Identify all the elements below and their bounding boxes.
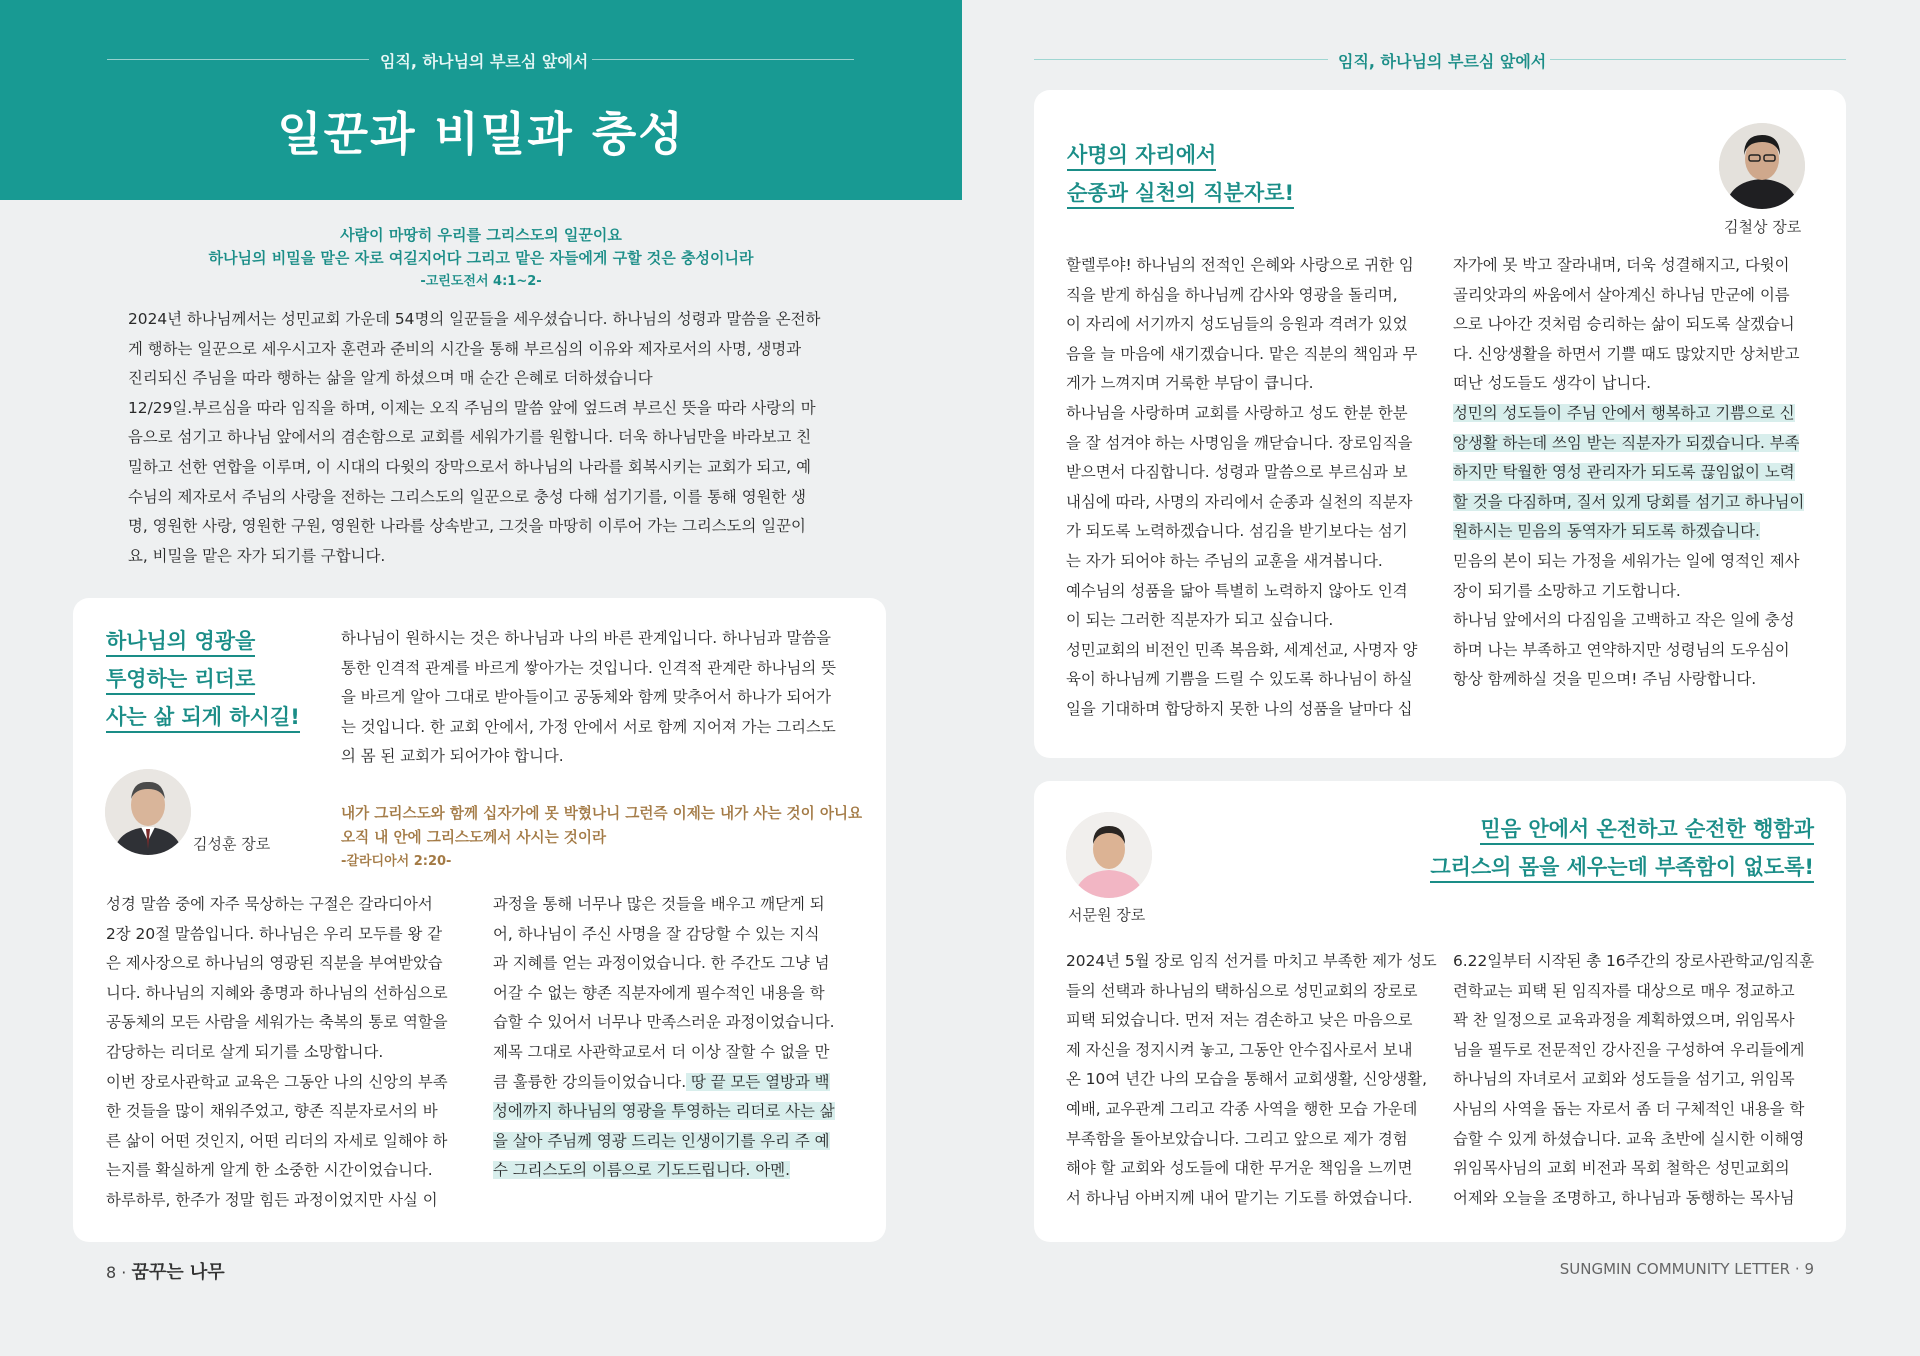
text-line: 일을 기대하며 합당하지 못한 나의 성품을 날마다 십 bbox=[1066, 699, 1413, 718]
heading-line: 투영하는 리더로 bbox=[106, 667, 255, 695]
highlighted-text: 성민의 성도들이 주님 안에서 행복하고 기쁨으로 신 bbox=[1453, 403, 1795, 422]
text-line: 골리앗과의 싸움에서 살아계신 하나님 만군에 이름 bbox=[1453, 285, 1790, 304]
text-line: 항상 함께하실 것을 믿으며! 주님 사랑합니다. bbox=[1453, 670, 1757, 689]
text-line: 부족함을 돌아보았습니다. 그리고 앞으로 제가 경험 bbox=[1066, 1129, 1408, 1148]
card-column-1 bbox=[106, 890, 448, 1216]
divider-left bbox=[107, 59, 369, 60]
card-intro-text bbox=[341, 624, 836, 772]
author-name: 김철상 장로 bbox=[1724, 218, 1802, 236]
portrait-image bbox=[1066, 812, 1152, 898]
text-line: 감당하는 리더로 살게 되기를 소망합니다. bbox=[106, 1042, 384, 1061]
text-line: 음을 늘 마음에 새기겠습니다. 맡은 직분의 책임과 무 bbox=[1066, 344, 1418, 363]
highlighted-text: 을 살아 주님께 영광 드리는 인생이기를 우리 주 예 bbox=[493, 1131, 830, 1150]
text-line: 님을 필두로 전문적인 강사진을 구성하여 우리들에게 bbox=[1453, 1040, 1805, 1059]
text-line: 는지를 확실하게 알게 한 소중한 시간이었습니다. bbox=[106, 1161, 433, 1180]
heading-line: 그리스의 몸을 세우는데 부족함이 없도록! bbox=[1430, 855, 1814, 883]
text-line: 진리되신 주님을 따라 행하는 삶을 알게 하셨으며 매 순간 은혜로 더하셨습니다 bbox=[128, 369, 653, 388]
page-number: 9 bbox=[1804, 1260, 1814, 1278]
portrait-image bbox=[1719, 123, 1805, 209]
text-line: 을 바르게 알아 그대로 받아들이고 공동체와 함께 맞추어서 하나가 되어가 bbox=[341, 688, 832, 707]
card-column-2 bbox=[493, 890, 835, 1186]
card-heading bbox=[1430, 810, 1814, 886]
text-line bbox=[1453, 488, 1804, 518]
text-line: 습할 수 있게 하셨습니다. 교육 초반에 실시한 이해영 bbox=[1453, 1129, 1805, 1148]
text-line: 은 제사장으로 하나님의 영광된 직분을 부여받았습 bbox=[106, 954, 443, 973]
text-line bbox=[1453, 458, 1804, 488]
text-line: 12/29일.부르심을 따라 임직을 하며, 이제는 오직 주님의 말씀 앞에 엎드려 부르신 뜻을 따라 사랑의 마 bbox=[128, 398, 816, 417]
text-line: 음으로 섬기고 하나님 앞에서의 겸손함으로 교회를 세워가기를 원합니다. 더욱 하나님만을 바라보고 친 bbox=[128, 428, 812, 447]
card-heading bbox=[106, 622, 300, 736]
text-line: 명, 영원한 사랑, 영원한 구원, 영원한 나라를 상속받고, 그것을 마땅히 이루어 가는 그리스도의 일꾼이 bbox=[128, 517, 806, 536]
magazine-logo: 꿈꾸는 나무 bbox=[131, 1262, 225, 1283]
verse-line: 내가 그리스도와 함께 십자가에 못 박혔나니 그런즉 이제는 내가 사는 것이 아니요 bbox=[341, 805, 863, 822]
text-line: 과정을 통해 너무나 많은 것들을 배우고 깨닫게 되 bbox=[493, 895, 825, 913]
text-line: 어제와 오늘을 조명하고, 하나님과 동행하는 목사님 bbox=[1453, 1188, 1795, 1207]
intro-text bbox=[128, 305, 820, 571]
text-line: 자가에 못 박고 잘라내며, 더욱 성결해지고, 다윗이 bbox=[1453, 256, 1790, 274]
text-line: 가 되도록 노력하겠습니다. 섬김을 받기보다는 섬기 bbox=[1066, 522, 1408, 541]
text-line: 공동체의 모든 사람을 세워가는 축복의 통로 역할을 bbox=[106, 1013, 448, 1032]
footer-dot: · bbox=[121, 1263, 127, 1282]
avatar bbox=[1066, 812, 1152, 898]
text-line: 수님의 제자로서 주님의 사랑을 전하는 그리스도의 일꾼으로 충성 다해 섬기기를, 이를 통해 영원한 생 bbox=[128, 487, 807, 506]
text-line: 제 자신을 정지시켜 놓고, 그동안 안수집사로서 보내 bbox=[1066, 1040, 1413, 1059]
text-line: 2024년 5월 장로 임직 선거를 마치고 부족한 제가 성도 bbox=[1066, 952, 1437, 970]
footer-right bbox=[1560, 1260, 1814, 1278]
text-line: 떠난 성도들도 생각이 납니다. bbox=[1453, 374, 1651, 393]
divider-left-2 bbox=[592, 59, 854, 60]
card-heading bbox=[1067, 136, 1294, 212]
card-column-2 bbox=[1453, 947, 1814, 1213]
avatar bbox=[1719, 123, 1805, 209]
text-line: 예배, 교우관계 그리고 각종 사역을 행한 모습 가운데 bbox=[1066, 1099, 1418, 1118]
text-line: 2024년 하나님께서는 성민교회 가운데 54명의 일꾼들을 세우셨습니다. 하나님의 성령과 말씀을 온전하 bbox=[128, 310, 821, 328]
highlighted-text: 땅 끝 모든 열방과 백 bbox=[686, 1072, 830, 1091]
text-line: 하며 나는 부족하고 연약하지만 성령님의 도우심이 bbox=[1453, 640, 1790, 659]
highlighted-text: 할 것을 다짐하며, 질서 있게 당회를 섬기고 하나님이 bbox=[1453, 492, 1805, 511]
heading-line: 사명의 자리에서 bbox=[1067, 143, 1216, 171]
text-line: 이번 장로사관학교 교육은 그동안 나의 신앙의 부족 bbox=[106, 1072, 448, 1091]
author-name: 서문원 장로 bbox=[1068, 906, 1146, 924]
text-line: 6.22일부터 시작된 총 16주간의 장로사관학교/임직훈 bbox=[1453, 952, 1815, 970]
text-line: 으로 나아간 것처럼 승리하는 삶이 되도록 살겠습니 bbox=[1453, 315, 1795, 334]
text-line: 하나님을 사랑하며 교회를 사랑하고 성도 한분 한분 bbox=[1066, 403, 1408, 422]
text-line: 이 자리에 서기까지 성도님들의 응원과 격려가 있었 bbox=[1066, 315, 1408, 334]
text-line: 다. 신앙생활을 하면서 기쁠 때도 많았지만 상처받고 bbox=[1453, 344, 1800, 363]
verse-line: 하나님의 비밀을 맡은 자로 여길지어다 그리고 맡은 자들에게 구할 것은 충성이니라 bbox=[208, 249, 754, 267]
verse-ref: -고린도전서 4:1~2- bbox=[420, 274, 542, 289]
text-line: 련학교는 피택 된 임직자를 대상으로 매우 정교하고 bbox=[1453, 981, 1795, 1000]
footer-dot: · bbox=[1794, 1260, 1800, 1278]
highlighted-text: 앙생활 하는데 쓰임 받는 직분자가 되겠습니다. 부족 bbox=[1453, 433, 1800, 452]
divider-right-2 bbox=[1550, 59, 1846, 60]
card-column-2 bbox=[1453, 251, 1804, 695]
verse-quote bbox=[341, 802, 862, 874]
text-line: 을 잘 섬겨야 하는 사명임을 깨닫습니다. 장로임직을 bbox=[1066, 433, 1413, 452]
text-line: 받으면서 다짐합니다. 성령과 말씀으로 부르심과 보 bbox=[1066, 463, 1408, 482]
text-line bbox=[1453, 429, 1804, 459]
text-line: 할렐루야! 하나님의 전적인 은혜와 사랑으로 귀한 임 bbox=[1066, 256, 1414, 274]
text-line: 2장 20절 말씀입니다. 하나님은 우리 모두를 왕 같 bbox=[106, 924, 443, 943]
highlighted-text: 성에까지 하나님의 영광을 투영하는 리더로 사는 삶 bbox=[493, 1102, 835, 1121]
text-line bbox=[493, 1068, 835, 1098]
text-line: 요, 비밀을 맡은 자가 되기를 구합니다. bbox=[128, 546, 386, 565]
text-line bbox=[493, 1127, 835, 1157]
text-segment: 큼 훌륭한 강의들이었습니다. bbox=[493, 1072, 687, 1091]
text-line: 예수님의 성품을 닮아 특별히 노력하지 않아도 인격 bbox=[1066, 581, 1408, 600]
text-line: 어, 하나님이 주신 사명을 잘 감당할 수 있는 지식 bbox=[493, 924, 820, 943]
text-line: 내심에 따라, 사명의 자리에서 순종과 실천의 직분자 bbox=[1066, 492, 1413, 511]
verse-ref: -갈라디아서 2:20- bbox=[341, 854, 452, 869]
text-line: 위임목사님의 교회 비전과 목회 철학은 성민교회의 bbox=[1453, 1159, 1790, 1178]
text-line: 성경 말씀 중에 자주 묵상하는 구절은 갈라디아서 bbox=[106, 895, 433, 913]
heading-line: 순종과 실천의 직분자로! bbox=[1067, 181, 1294, 209]
text-line: 온 10여 년간 나의 모습을 통해서 교회생활, 신앙생활, bbox=[1066, 1070, 1427, 1089]
avatar bbox=[105, 769, 191, 855]
highlighted-text: 수 그리스도의 이름으로 기도드립니다. 아멘. bbox=[493, 1161, 790, 1180]
text-line: 서 하나님 아버지께 내어 맡기는 기도를 하였습니다. bbox=[1066, 1188, 1413, 1207]
text-line: 통한 인격적 관계를 바르게 쌓아가는 것입니다. 인격적 관계란 하나님의 뜻 bbox=[341, 658, 836, 677]
divider-right bbox=[1034, 59, 1328, 60]
highlighted-text: 원하시는 믿음의 동역자가 되도록 하겠습니다. bbox=[1453, 522, 1760, 541]
text-line: 피택 되었습니다. 먼저 저는 겸손하고 낮은 마음으로 bbox=[1066, 1011, 1413, 1030]
text-line: 꽉 찬 일정으로 교육과정을 계획하였으며, 위임목사 bbox=[1453, 1011, 1795, 1030]
text-line: 니다. 하나님의 지혜와 총명과 하나님의 선하심으로 bbox=[106, 983, 448, 1002]
magazine-name: SUNGMIN COMMUNITY LETTER bbox=[1559, 1260, 1791, 1278]
text-line: 믿음의 본이 되는 가정을 세워가는 일에 영적인 제사 bbox=[1453, 551, 1800, 570]
text-line: 성민교회의 비전인 민족 복음화, 세계선교, 사명자 양 bbox=[1066, 640, 1418, 659]
text-line: 육이 하나님께 기쁨을 드릴 수 있도록 하나님이 하실 bbox=[1066, 670, 1413, 689]
heading-line: 사는 삶 되게 하시길! bbox=[106, 705, 300, 733]
text-line: 하나님이 원하시는 것은 하나님과 나의 바른 관계입니다. 하나님과 말씀을 bbox=[341, 629, 832, 647]
text-line: 하나님의 자녀로서 교회와 성도들을 섬기고, 위임목 bbox=[1453, 1070, 1795, 1089]
text-line: 습할 수 있어서 너무나 만족스러운 과정이었습니다. bbox=[493, 1013, 835, 1032]
author-name: 김성훈 장로 bbox=[193, 835, 271, 853]
section-label-left: 임직, 하나님의 부르심 앞에서 bbox=[380, 52, 589, 71]
text-line: 하나님 앞에서의 다짐임을 고백하고 작은 일에 충성 bbox=[1453, 611, 1795, 630]
text-line: 게 행하는 일꾼으로 세우시고자 훈련과 준비의 시간을 통해 부르심의 이유와 제자로서의 사명, 생명과 bbox=[128, 339, 802, 358]
text-line bbox=[493, 1097, 835, 1127]
heading-line: 믿음 안에서 온전하고 순전한 행함과 bbox=[1480, 817, 1814, 845]
text-line: 들의 선택과 하나님의 택하심으로 성민교회의 장로로 bbox=[1066, 981, 1418, 1000]
text-line: 이 되는 그러한 직분자가 되고 싶습니다. bbox=[1066, 611, 1334, 630]
verse-line: 오직 내 안에 그리스도께서 사시는 것이라 bbox=[341, 829, 607, 846]
card-column-1 bbox=[1066, 251, 1417, 725]
text-line: 해야 할 교회와 성도들에 대한 무거운 책임을 느끼면 bbox=[1066, 1159, 1413, 1178]
text-line: 는 자가 되어야 하는 주님의 교훈을 새겨봅니다. bbox=[1066, 551, 1383, 570]
text-line: 하루하루, 한주가 정말 힘든 과정이었지만 사실 이 bbox=[106, 1190, 438, 1209]
text-line: 어갈 수 없는 향존 직분자에게 필수적인 내용을 학 bbox=[493, 983, 825, 1002]
footer-left bbox=[106, 1258, 225, 1284]
text-line: 사님의 사역을 돕는 자로서 좀 더 구체적인 내용을 학 bbox=[1453, 1099, 1805, 1118]
text-line bbox=[493, 1156, 835, 1186]
highlighted-text: 하지만 탁월한 영성 관리자가 되도록 끊임없이 노력 bbox=[1453, 463, 1795, 482]
text-line bbox=[1453, 399, 1804, 429]
text-line: 제목 그대로 사관학교로서 더 이상 잘할 수 없을 만 bbox=[493, 1042, 830, 1061]
portrait-image bbox=[105, 769, 191, 855]
text-line: 한 것들을 많이 채워주었고, 향존 직분자로서의 바 bbox=[106, 1102, 438, 1121]
text-line: 는 것입니다. 한 교회 안에서, 가정 안에서 서로 함께 지어져 가는 그리스도 bbox=[341, 717, 836, 736]
page-number: 8 bbox=[106, 1263, 117, 1282]
text-line: 직을 받게 하심을 하나님께 감사와 영광을 돌리며, bbox=[1066, 285, 1398, 304]
heading-line: 하나님의 영광을 bbox=[106, 629, 255, 657]
text-line: 의 몸 된 교회가 되어가야 합니다. bbox=[341, 747, 564, 766]
card-column-1 bbox=[1066, 947, 1437, 1213]
verse-line: 사람이 마땅히 우리를 그리스도의 일꾼이요 bbox=[340, 226, 622, 244]
text-line: 게가 느껴지며 거룩한 부담이 큽니다. bbox=[1066, 374, 1314, 393]
text-line: 과 지혜를 얻는 과정이었습니다. 한 주간도 그냥 넘 bbox=[493, 954, 830, 973]
page-title: 일꾼과 비밀과 충성 bbox=[277, 107, 685, 161]
text-line bbox=[1453, 517, 1804, 547]
text-line: 장이 되기를 소망하고 기도합니다. bbox=[1453, 581, 1681, 600]
text-line: 밀하고 선한 연합을 이루며, 이 시대의 다윗의 장막으로서 하나님의 나라를 회복시키는 교회가 되고, 예 bbox=[128, 457, 811, 476]
section-label-right: 임직, 하나님의 부르심 앞에서 bbox=[1338, 52, 1547, 71]
text-line: 른 삶이 어떤 것인지, 어떤 리더의 자세로 일해야 하 bbox=[106, 1131, 448, 1150]
